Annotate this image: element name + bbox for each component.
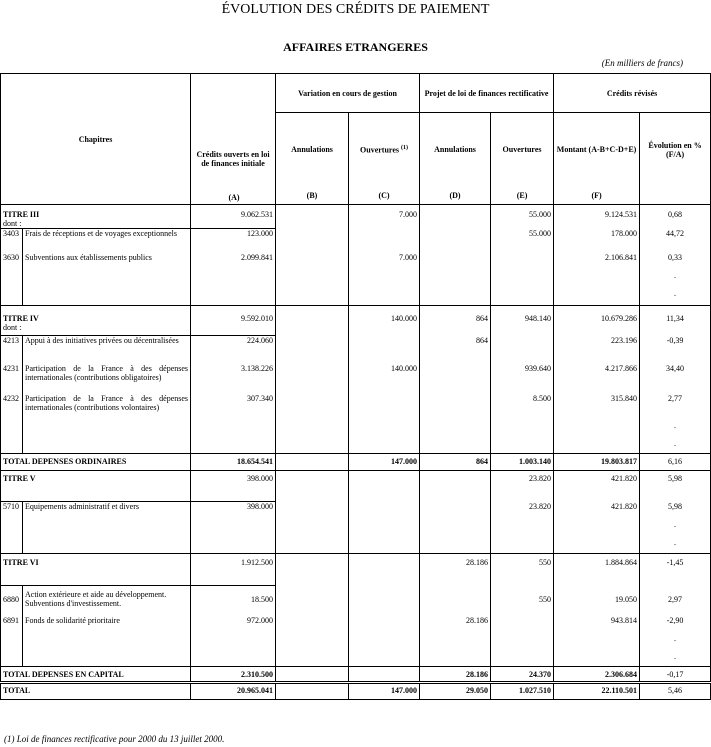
header-ouvertures: Ouvertures $^{(1)}$ [349, 113, 420, 187]
header-montant: Montant (A-B+C-D+E) [554, 113, 640, 187]
table-row: 4232 Participation de la France à des dépenses internationales (contributions volontaires) 307.340 8.500 315.840 2,77 . . [1, 394, 711, 454]
table-row: TITRE VI 1.912.500 28.186 550 1.884.864 -1,45 [1, 554, 711, 586]
table-row: TITRE III dont : 9.062.531 7.000 55.000 9.124.531 0,68 [1, 205, 711, 229]
credits-table [0, 73, 711, 700]
header-credits-revises: Crédits révisés [554, 74, 711, 113]
header-annulations: Annulations [276, 113, 349, 187]
page-subtitle: AFFAIRES ETRANGERES [283, 40, 428, 54]
header-ouvertures-2: Ouvertures [491, 113, 554, 187]
page-title: ÉVOLUTION DES CRÉDITS DE PAIEMENT [221, 2, 490, 17]
table-row: 3630 Subventions aux établissements publics 2.099.841 7.000 2.106.841 0,33 . . [1, 253, 711, 306]
header-letter-b: (B) [276, 187, 349, 205]
header-credits-ouverts: Crédits ouverts en loi de finances initiale [191, 74, 276, 205]
table-row: 6891 Fonds de solidarité prioritaire 972.000 28.186 943.814 -2,90 . . [1, 616, 711, 667]
table-row: TOTAL DEPENSES ORDINAIRES 18.654.541 147.000 864 1.003.140 19.803.817 6,16 [1, 454, 711, 471]
table-row: 4231 Participation de la France à des dépenses internationales (contributions obligatoires) 3.138.226 140.000 939.640 4.217.866 34,40 [1, 364, 711, 394]
header-letter-f: (F) [554, 187, 640, 205]
table-row: 4213 Appui à des initiatives privées ou décentralisées 224.060 864 223.196 -0,39 [1, 336, 711, 364]
table-row: 6880 Action extérieure et aide au développement. Subventions d'investissement. 18.500 550 19.050 2,97 [1, 586, 711, 616]
header-variation: Variation en cours de gestion [276, 74, 420, 113]
header-letter-e: (E) [491, 187, 554, 205]
table-row: 3403 Frais de réceptions et de voyages exceptionnels 123.000 55.000 178.000 44,72 [1, 229, 711, 253]
header-evolution: Évolution en % (F/A) [640, 113, 711, 187]
table-row: TOTAL 20.965.041 147.000 29.050 1.027.510 22.110.501 5,46 [1, 683, 711, 700]
header-annulations-2: Annulations [420, 113, 491, 187]
header-projet-loi: Projet de loi de finances rectificative [420, 74, 554, 113]
header-chapitres: Chapitres [1, 74, 191, 205]
titre3-label: TITRE III dont : [1, 205, 191, 229]
unit-note: (En milliers de francs) [601, 58, 683, 68]
table-row: 5710 Equipements administratif et divers 398.000 23.820 421.820 5,98 . . [1, 502, 711, 554]
header-letter-c: (C) [349, 187, 420, 205]
table-row: TOTAL DEPENSES EN CAPITAL 2.310.500 28.186 24.370 2.306.684 -0,17 [1, 667, 711, 683]
table-row: TITRE V 398.000 23.820 421.820 5,98 [1, 471, 711, 502]
table-row: TITRE IV dont : 9.592.010 140.000 864 948.140 10.679.286 11,34 [1, 306, 711, 336]
footnote: (1) Loi de finances rectificative pour 2000 du 13 juillet 2000. [4, 734, 225, 744]
header-letter-d: (D) [420, 187, 491, 205]
header-letter-a: (A) [228, 193, 240, 202]
